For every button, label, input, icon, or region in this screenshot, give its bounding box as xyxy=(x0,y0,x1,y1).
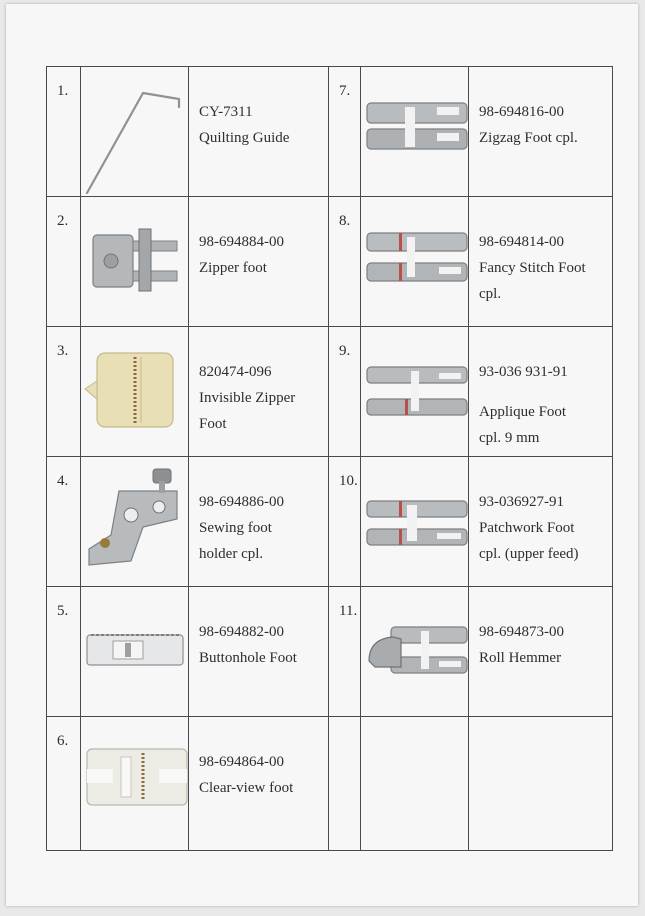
part-name: holder cpl. xyxy=(199,546,264,562)
empty-cell xyxy=(469,717,613,851)
part-name: cpl. xyxy=(479,286,502,302)
part-name: Clear-view foot xyxy=(199,780,294,796)
item-description xyxy=(189,457,329,587)
roll-hemmer-icon xyxy=(361,587,469,717)
applique-foot-icon xyxy=(361,327,469,457)
item-description xyxy=(189,67,329,197)
part-number: 93-036927-91 xyxy=(479,494,564,510)
item-number: 2. xyxy=(47,197,81,327)
part-number: 98-694886-00 xyxy=(199,494,284,510)
item-number: 8. xyxy=(329,197,361,327)
item-description xyxy=(469,197,613,327)
sewing-foot-holder-icon xyxy=(81,457,189,587)
item-number: 1. xyxy=(47,67,81,197)
part-number: CY-7311 xyxy=(199,104,253,120)
patchwork-foot-icon xyxy=(361,457,469,587)
part-number: 820474-096 xyxy=(199,364,272,380)
table-row xyxy=(47,197,613,327)
part-number: 98-694814-00 xyxy=(479,234,564,250)
part-name: Zipper foot xyxy=(199,260,267,276)
item-number: 5. xyxy=(47,587,81,717)
part-name: Applique Foot xyxy=(479,404,567,420)
item-number: 10. xyxy=(329,457,361,587)
quilting-guide-icon xyxy=(81,67,189,197)
part-number: 98-694884-00 xyxy=(199,234,284,250)
item-description xyxy=(189,717,329,851)
item-description xyxy=(469,327,613,457)
table-row xyxy=(47,717,613,851)
item-number: 7. xyxy=(329,67,361,197)
part-name: Buttonhole Foot xyxy=(199,650,297,666)
item-description xyxy=(189,197,329,327)
document-sheet xyxy=(6,4,638,906)
empty-cell xyxy=(329,717,361,851)
item-description xyxy=(189,587,329,717)
fancy-stitch-foot-icon xyxy=(361,197,469,327)
item-number: 9. xyxy=(329,327,361,457)
item-number: 3. xyxy=(47,327,81,457)
part-name: Roll Hemmer xyxy=(479,650,562,666)
item-number: 11. xyxy=(329,587,361,717)
empty-cell xyxy=(361,717,469,851)
part-name: Fancy Stitch Foot xyxy=(479,260,586,276)
item-description xyxy=(189,327,329,457)
part-number: 93-036 931-91 xyxy=(479,364,568,380)
table-row xyxy=(47,327,613,457)
part-name: Patchwork Foot xyxy=(479,520,575,536)
item-description xyxy=(469,67,613,197)
part-name: Zigzag Foot cpl. xyxy=(479,130,578,146)
part-name: Foot xyxy=(199,416,227,432)
part-name: Quilting Guide xyxy=(199,130,290,146)
buttonhole-foot-icon xyxy=(81,587,189,717)
part-name: Invisible Zipper xyxy=(199,390,296,406)
item-description xyxy=(469,457,613,587)
part-number: 98-694873-00 xyxy=(479,624,564,640)
zigzag-foot-icon xyxy=(361,67,469,197)
part-name: cpl. (upper feed) xyxy=(479,546,579,562)
table-row xyxy=(47,457,613,587)
part-number: 98-694882-00 xyxy=(199,624,284,640)
item-number: 6. xyxy=(47,717,81,851)
clear-view-foot-icon xyxy=(81,717,189,851)
part-number: 98-694816-00 xyxy=(479,104,564,120)
zipper-foot-icon xyxy=(81,197,189,327)
part-number: 98-694864-00 xyxy=(199,754,284,770)
item-number: 4. xyxy=(47,457,81,587)
presser-feet-table xyxy=(46,66,613,851)
item-description xyxy=(469,587,613,717)
part-name: cpl. 9 mm xyxy=(479,430,540,446)
table-row xyxy=(47,67,613,197)
part-name: Sewing foot xyxy=(199,520,272,536)
table-row xyxy=(47,587,613,717)
invisible-zipper-foot-icon xyxy=(81,327,189,457)
